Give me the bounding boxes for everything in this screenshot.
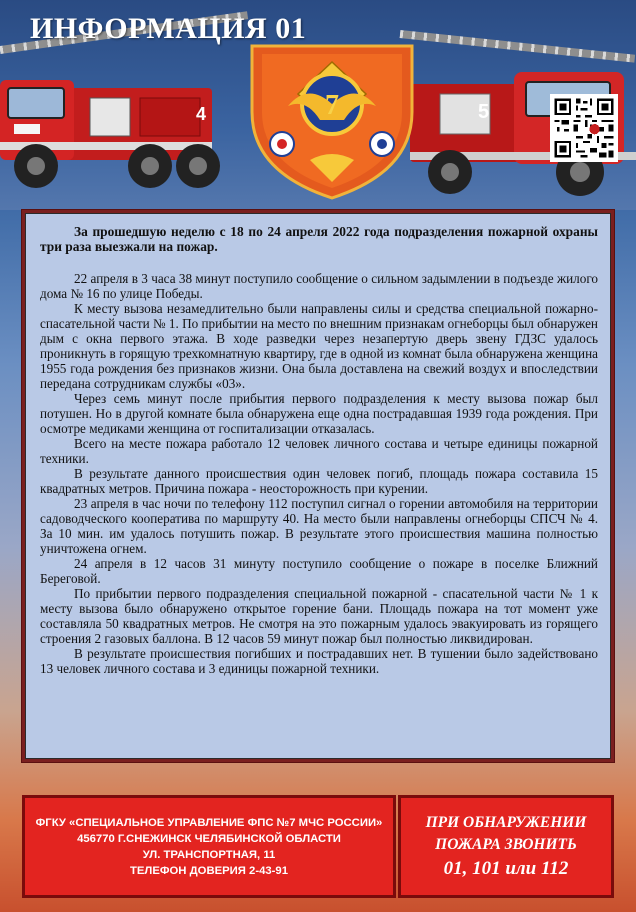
qr-code-icon[interactable] <box>550 94 618 162</box>
cta-line-1: ПРИ ОБНАРУЖЕНИИ <box>425 813 587 831</box>
cta-line-2: ПОЖАРА ЗВОНИТЬ <box>435 835 577 853</box>
article-panel <box>22 210 614 762</box>
emblem-number: 7 <box>325 90 339 121</box>
article-paragraph: 22 апреля в 3 часа 38 минут поступило сообщение о сильном задымлении в подъезде жилого дома № 16 по улице Победы. <box>40 271 598 301</box>
article-paragraph: По прибытии первого подразделения специальной пожарной - спасательной части № 1 к месту вызова было обнаружено открытое горение бани. Площадь пожара на тот момент уже составляла 50 квадратных метров. Не смотря на это пожарным удалось эвакуировать из горящего строения 2 газовых баллона. В 12 часов 59 минут пожар был полностью ликвидирован. <box>40 586 598 646</box>
article-paragraph: К месту вызова незамедлительно были направлены силы и средства специальной пожарно-спасательной части № 1. По прибытии на место по внешним признакам огнеборцы был обнаружен дым с окна первого этажа. В ходе разведки через незапертую дверь звену ГДЗС удалось проникнуть в горящую трехкомнатную квартиру, где в одной из комнат была обнаружена женщина 1955 года рождения без признаков жизни. Она была доставлена на свежий воздух и впоследствии передана сотрудникам службы «03». <box>40 301 598 391</box>
right-truck-number: 5 <box>478 101 490 123</box>
article-paragraph: Всего на месте пожара работало 12 человек личного состава и четыре единицы пожарной техники. <box>40 436 598 466</box>
emergency-call-box <box>398 795 614 898</box>
org-city: 456770 Г.СНЕЖИНСК ЧЕЛЯБИНСКОЙ ОБЛАСТИ <box>77 832 341 845</box>
article-paragraph: В результате происшествия погибших и пострадавших нет. В тушении было задействовано 13 человек личного состава и 3 единицы пожарной техники. <box>40 646 598 676</box>
article-paragraph: 23 апреля в час ночи по телефону 112 поступил сигнал о горении автомобиля на территории садоводческого кооператива по маршруту 40. На место были направлены огнеборцы СПСЧ № 4. За 10 мин. им удалось потушить пожар. В результате этого происшествия машина полностью уничтожена огнем. <box>40 496 598 556</box>
header-banner <box>0 0 636 210</box>
org-name: ФГКУ «СПЕЦИАЛЬНОЕ УПРАВЛЕНИЕ ФПС №7 МЧС РОССИИ» <box>35 816 383 829</box>
mchs-emblem-icon <box>248 42 416 202</box>
article-body <box>25 213 611 759</box>
emergency-numbers: 01, 101 или 112 <box>443 857 569 879</box>
article-paragraph: В результате данного происшествия один человек погиб, площадь пожара составила 15 квадратных метров. Причина пожара - неосторожность при курении. <box>40 466 598 496</box>
article-paragraph: 24 апреля в 12 часов 31 минуту поступило сообщение о пожаре в поселке Ближний Береговой. <box>40 556 598 586</box>
page-title: ИНФОРМАЦИЯ 01 <box>30 12 307 45</box>
article-lead: За прошедшую неделю с 18 по 24 апреля 2022 года подразделения пожарной охраны три раза выезжали на пожар. <box>40 224 598 254</box>
left-fire-truck-icon <box>0 58 260 198</box>
org-street: УЛ. ТРАНСПОРТНАЯ, 11 <box>142 848 276 861</box>
org-hotline: ТЕЛЕФОН ДОВЕРИЯ 2-43-91 <box>129 864 288 877</box>
left-truck-number: 4 <box>196 104 207 124</box>
article-paragraph: Через семь минут после прибытия первого подразделения к месту вызова пожар был потушен. Но в другой комнате была обнаружена еще одна пострадавшая 1939 года рождения. При осмотре медиками женщина от госпитализации отказалась. <box>40 391 598 436</box>
organization-contact-box <box>22 795 396 898</box>
